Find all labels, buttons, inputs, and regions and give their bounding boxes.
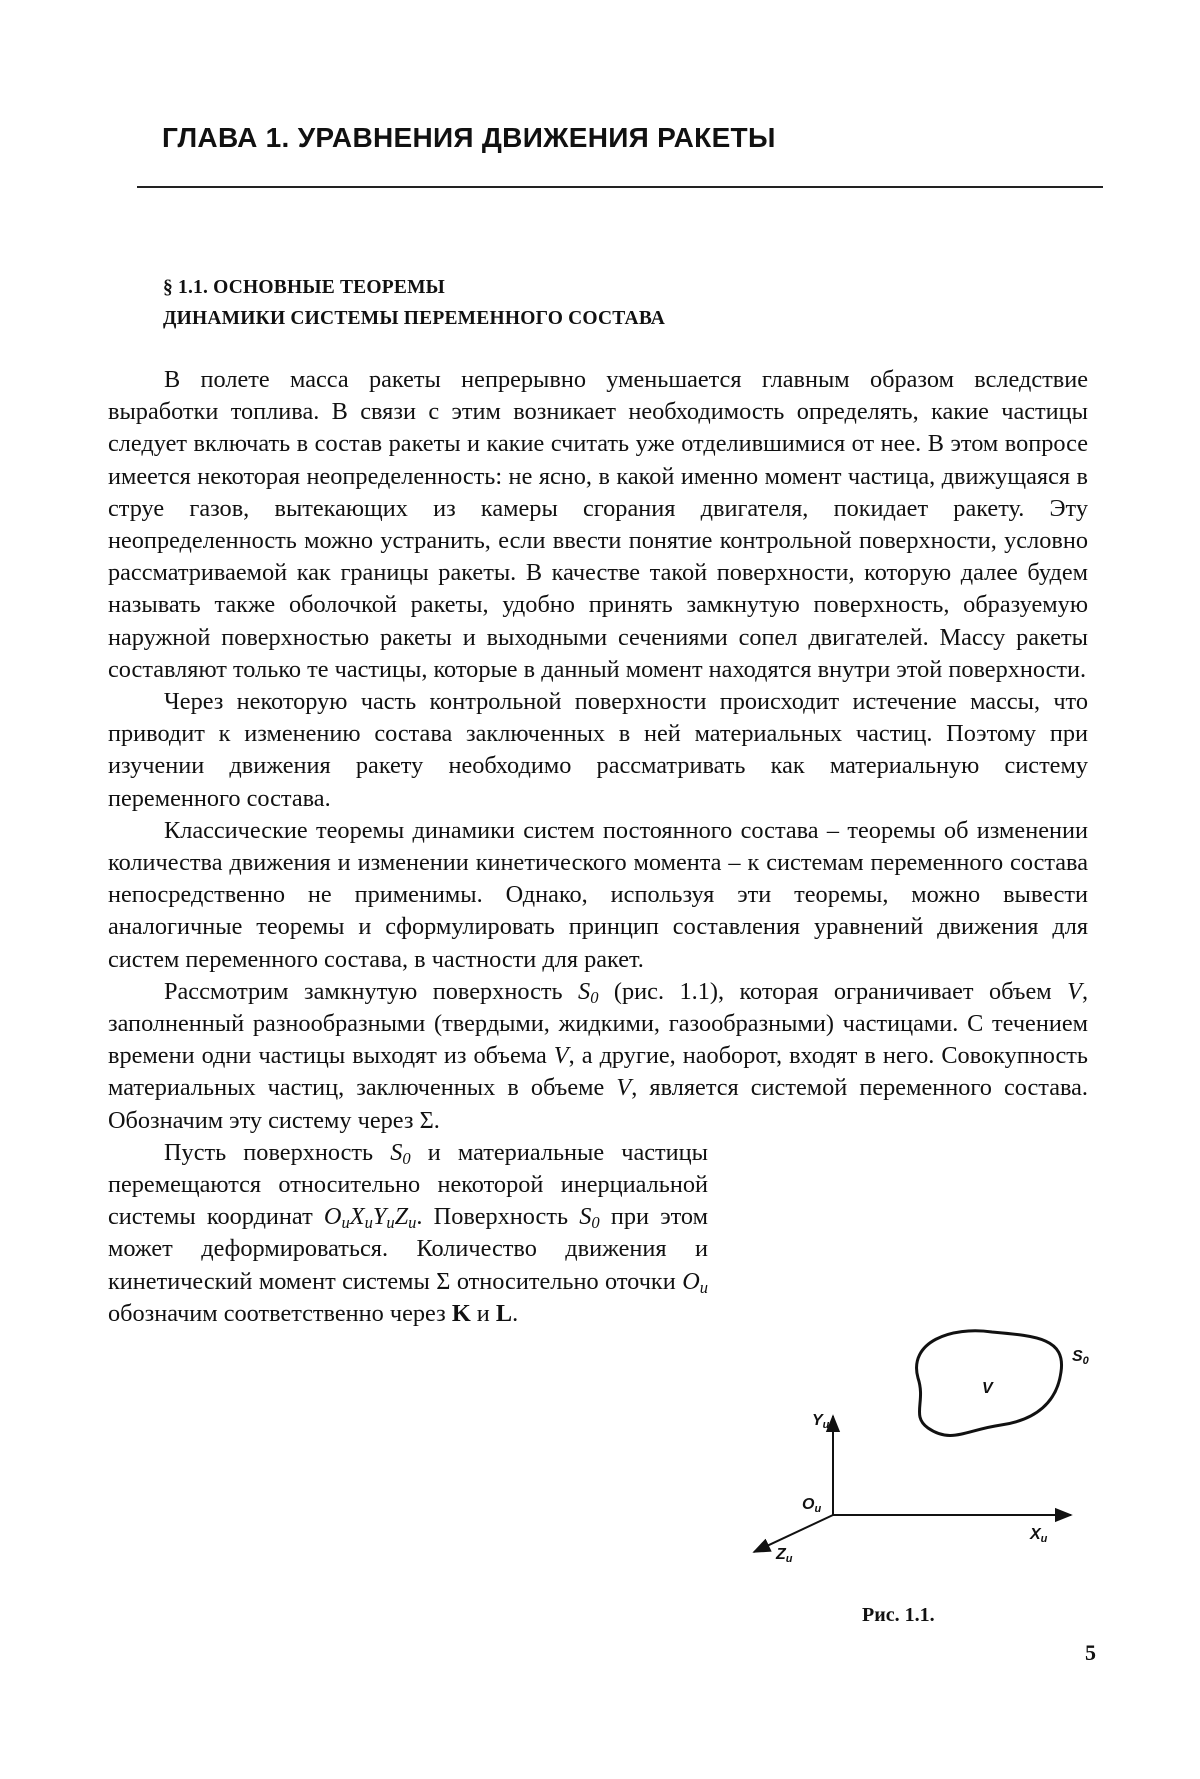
- symbol-k: K: [451, 1299, 471, 1327]
- label-y-axis: $Y_и$: [812, 1412, 830, 1431]
- axis-z: [754, 1515, 833, 1552]
- chapter-title: ГЛАВА 1. УРАВНЕНИЯ ДВИЖЕНИЯ РАКЕТЫ: [162, 122, 776, 153]
- paragraph-2: Через некоторую часть контрольной поверхности происходит истечение массы, что приводит к изменению состава заключенных в ней материальных частиц. Поэтому при изучении движения ракету необходимо рассматривать как материальную систему переменного состава.: [108, 688, 1088, 812]
- figure-1-1: [736, 1320, 1101, 1565]
- label-z-axis: $Z_и$: [776, 1546, 793, 1565]
- symbol-s0: $S_0$: [579, 1203, 600, 1233]
- figure-caption: Рис. 1.1.: [862, 1604, 935, 1626]
- label-origin: $O_и$: [802, 1496, 822, 1515]
- symbol-o-i: $O_и$: [682, 1267, 708, 1297]
- symbol-s0: $S_0$: [578, 977, 599, 1007]
- page-number: 5: [1085, 1640, 1096, 1665]
- paragraph-3: Классические теоремы динамики систем постоянного состава – теоремы об изменении количества движения и изменении кинетического момента – к системам переменного состава непосредственно не применимы. Однако, используя эти теоремы, можно вывести аналогичные теоремы и сформулировать принцип составления уравнений движения для систем переменного состава, в частности для ракет.: [108, 816, 1088, 973]
- section-heading: [163, 272, 963, 334]
- label-x-axis: $X_и$: [1030, 1526, 1048, 1545]
- symbol-v: V: [553, 1042, 569, 1070]
- section-heading-line-2: ДИНАМИКИ СИСТЕМЫ ПЕРЕМЕННОГО СОСТАВА: [163, 308, 666, 329]
- section-heading-line-1: § 1.1. ОСНОВНЫЕ ТЕОРЕМЫ: [163, 277, 446, 298]
- symbol-v: V: [616, 1074, 632, 1102]
- body-text: [108, 364, 1088, 1330]
- label-v: V: [982, 1380, 993, 1397]
- paragraph-4: Рассмотрим замкнутую поверхность $S_0$ (рис. 1.1), которая ограничивает объем V, заполненный разнообразными (твердыми, жидкими, газообразными) частицами. С течением времени одни частицы выходят из объема V, а другие, наоборот, входят в него. Совокупность материальных частиц, заключенных в объеме V, является системой переменного состава. Обозначим эту систему через Σ.: [108, 977, 1089, 1134]
- symbol-v: V: [1067, 977, 1082, 1005]
- title-rule: [137, 186, 1103, 188]
- figure-drawing: [736, 1320, 1101, 1560]
- paragraph-1: В полете масса ракеты непрерывно уменьшается главным образом вследствие выработки топлива. В связи с этим возникает необходимость определять, какие частицы следует включать в состав ракеты и какие считать уже отделившимися от нее. В этом вопросе имеется некоторая неопределенность: не ясно, в какой именно момент частица, движущаяся в струе газов, вытекающих из камеры сгорания двигателя, покидает ракету. Эту неопределенность можно устранить, если ввести понятие контрольной поверхности, условно рассматриваемой как границы ракеты. В качестве такой поверхности, которую далее будем называть также оболочкой ракеты, удобно принять замкнутую поверхность, образуемую наружной поверхностью ракеты и выходными сечениями сопел двигателей. Массу ракеты составляют только те частицы, которые в данный момент находятся внутри этой поверхности.: [108, 366, 1088, 683]
- label-s0: $S_0$: [1072, 1348, 1089, 1367]
- coordinate-system: $O_иX_иY_иZ_и$: [323, 1203, 417, 1233]
- paragraph-5: Пусть поверхность $S_0$ и материальные частицы перемещаются относительно некоторой инерциальной системы координат $O_иX_иY_иZ_и$. Поверхность $S_0$ при этом может деформироваться. Количество движения и кинетический момент системы Σ относительно оточки $O_и$ обозначим соответственно через K и L.: [108, 1138, 708, 1327]
- symbol-l: L: [495, 1299, 513, 1327]
- symbol-s0: $S_0$: [390, 1138, 411, 1168]
